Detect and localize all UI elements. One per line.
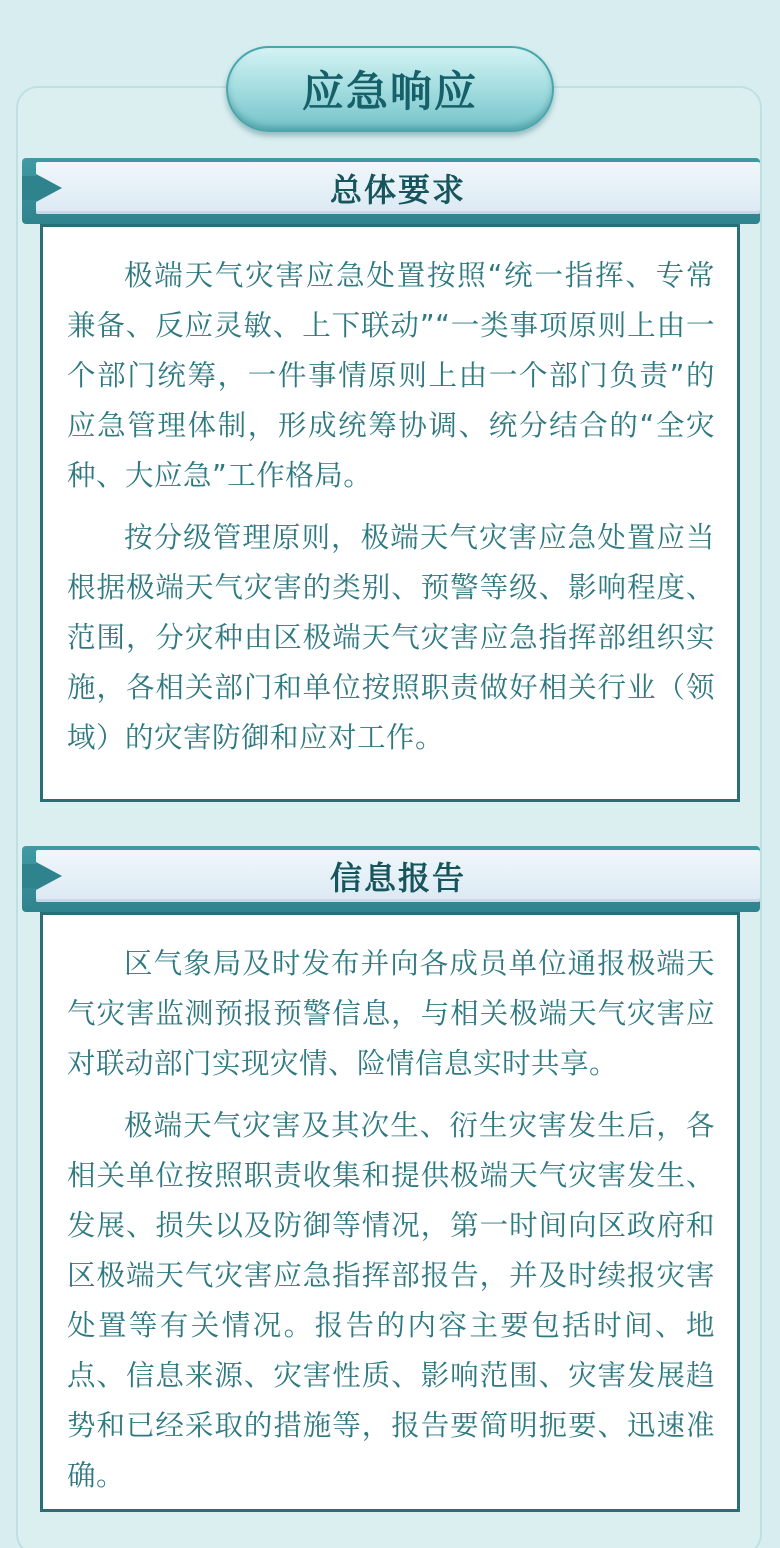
section-body-general xyxy=(40,224,740,802)
section-header-info-report xyxy=(22,846,760,912)
page-title: 应急响应 xyxy=(301,67,478,116)
section-body-info-report xyxy=(40,912,740,1512)
section-heading: 总体要求 xyxy=(329,171,466,209)
paragraph: 按分级管理原则，极端天气灾害应急处置应当根据极端天气灾害的类别、预警等级、影响程度、范围，分灾种由区极端天气灾害应急指挥部组织实施，各相关部门和单位按照职责做好相关行业（领域）的灾害防御和应对工作。 xyxy=(67,521,715,754)
paragraph: 极端天气灾害及其次生、衍生灾害发生后，各相关单位按照职责收集和提供极端天气灾害发生、发展、损失以及防御等情况，第一时间向区政府和区极端天气灾害应急指挥部报告，并及时续报灾害处置等有关情况。报告的内容主要包括时间、地点、信息来源、灾害性质、影响范围、灾害发展趋势和已经采取的措施等，报告要简明扼要、迅速准确。 xyxy=(67,1109,715,1492)
paragraph: 极端天气灾害应急处置按照“统一指挥、专常兼备、反应灵敏、上下联动”“一类事项原则上由一个部门统筹，一件事情原则上由一个部门负责”的应急管理体制，形成统筹协调、统分结合的“全灾种、大应急”工作格局。 xyxy=(67,259,715,492)
paragraph: 区气象局及时发布并向各成员单位通报极端天气灾害监测预报预警信息，与相关极端天气灾害应对联动部门实现灾情、险情信息实时共享。 xyxy=(67,947,715,1080)
banner-notch-icon xyxy=(22,176,36,200)
section-header-general xyxy=(22,158,760,224)
banner-notch-icon xyxy=(22,864,36,888)
page-title-badge xyxy=(226,46,554,132)
section-heading: 信息报告 xyxy=(329,859,466,897)
